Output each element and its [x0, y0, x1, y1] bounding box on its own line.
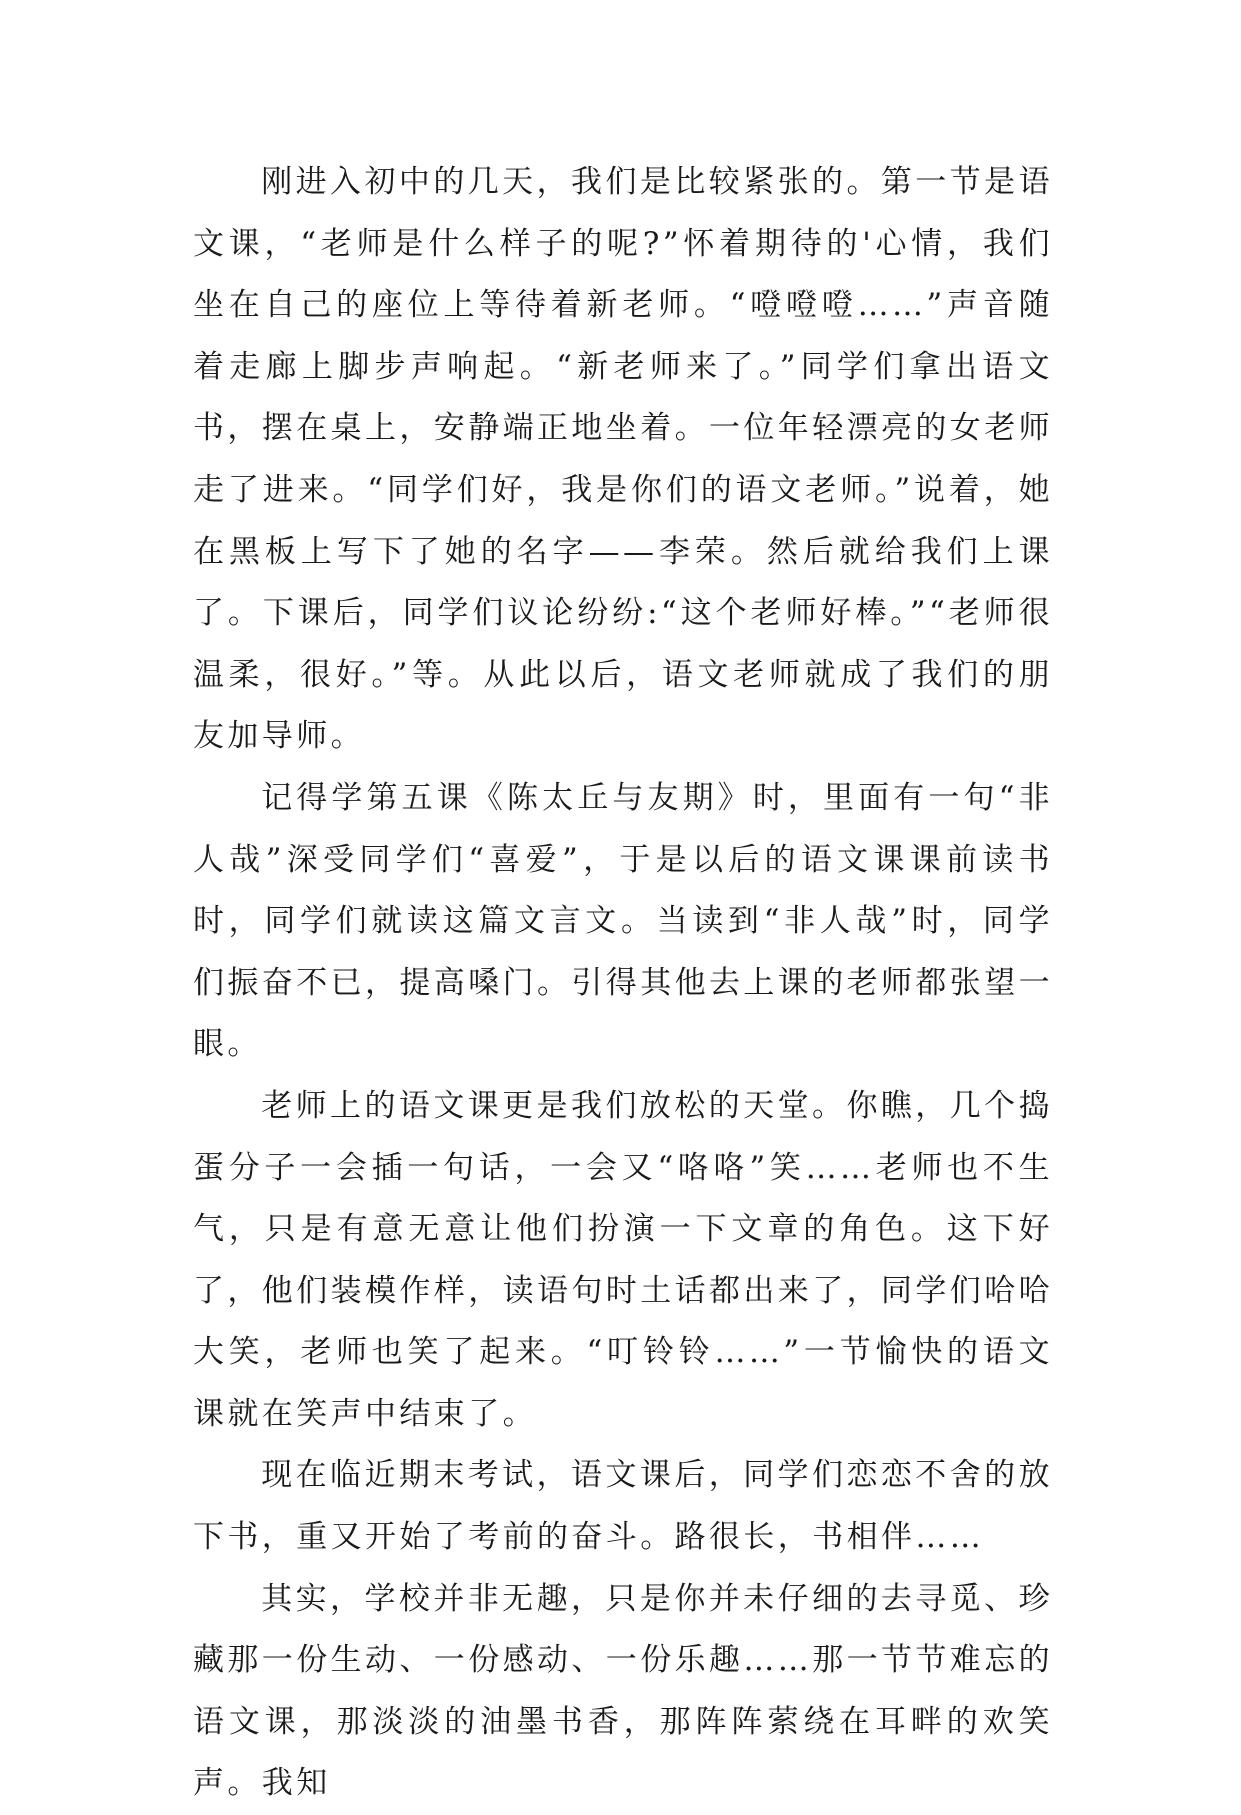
paragraph-1: 刚进入初中的几天，我们是比较紧张的。第一节是语文课，“老师是什么样子的呢?”怀着期待的'心情，我们坐在自己的座位上等待着新老师。“噔噔噔……”声音随着走廊上脚步声响起。“新老师来了。”同学们拿出语文书，摆在桌上，安静端正地坐着。一位年轻漂亮的女老师走了进来。“同学们好，我是你们的语文老师。”说着，她在黑板上写下了她的名字——李荣。然后就给我们上课了。下课后，同学们议论纷纷:“这个老师好棒。”“老师很温柔，很好。”等。从此以后，语文老师就成了我们的朋友加导师。 [193, 164, 1053, 755]
paragraph-3: 老师上的语文课更是我们放松的天堂。你瞧，几个捣蛋分子一会插一句话，一会又“咯咯”笑……老师也不生气，只是有意无意让他们扮演一下文章的角色。这下好了，他们装模作样，读语句时土话都出来了，同学们哈哈大笑，老师也笑了起来。“叮铃铃……”一节愉快的语文课就在笑声中结束了。 [193, 1087, 1053, 1432]
paragraph-2: 记得学第五课《陈太丘与友期》时，里面有一句“非人哉”深受同学们“喜爱”，于是以后的语文课课前读书时，同学们就读这篇文言文。当读到“非人哉”时，同学们振奋不已，提高嗓门。引得其他去上课的老师都张望一眼。 [193, 779, 1053, 1063]
paragraph-4: 现在临近期末考试，语文课后，同学们恋恋不舍的放下书，重又开始了考前的奋斗。路很长，书相伴…… [193, 1457, 1053, 1556]
document-body [193, 152, 1053, 1815]
paragraph-5: 其实，学校并非无趣，只是你并未仔细的去寻觅、珍藏那一份生动、一份感动、一份乐趣……那一节节难忘的语文课，那淡淡的油墨书香，那阵阵萦绕在耳畔的欢笑声。我知 [193, 1580, 1053, 1802]
